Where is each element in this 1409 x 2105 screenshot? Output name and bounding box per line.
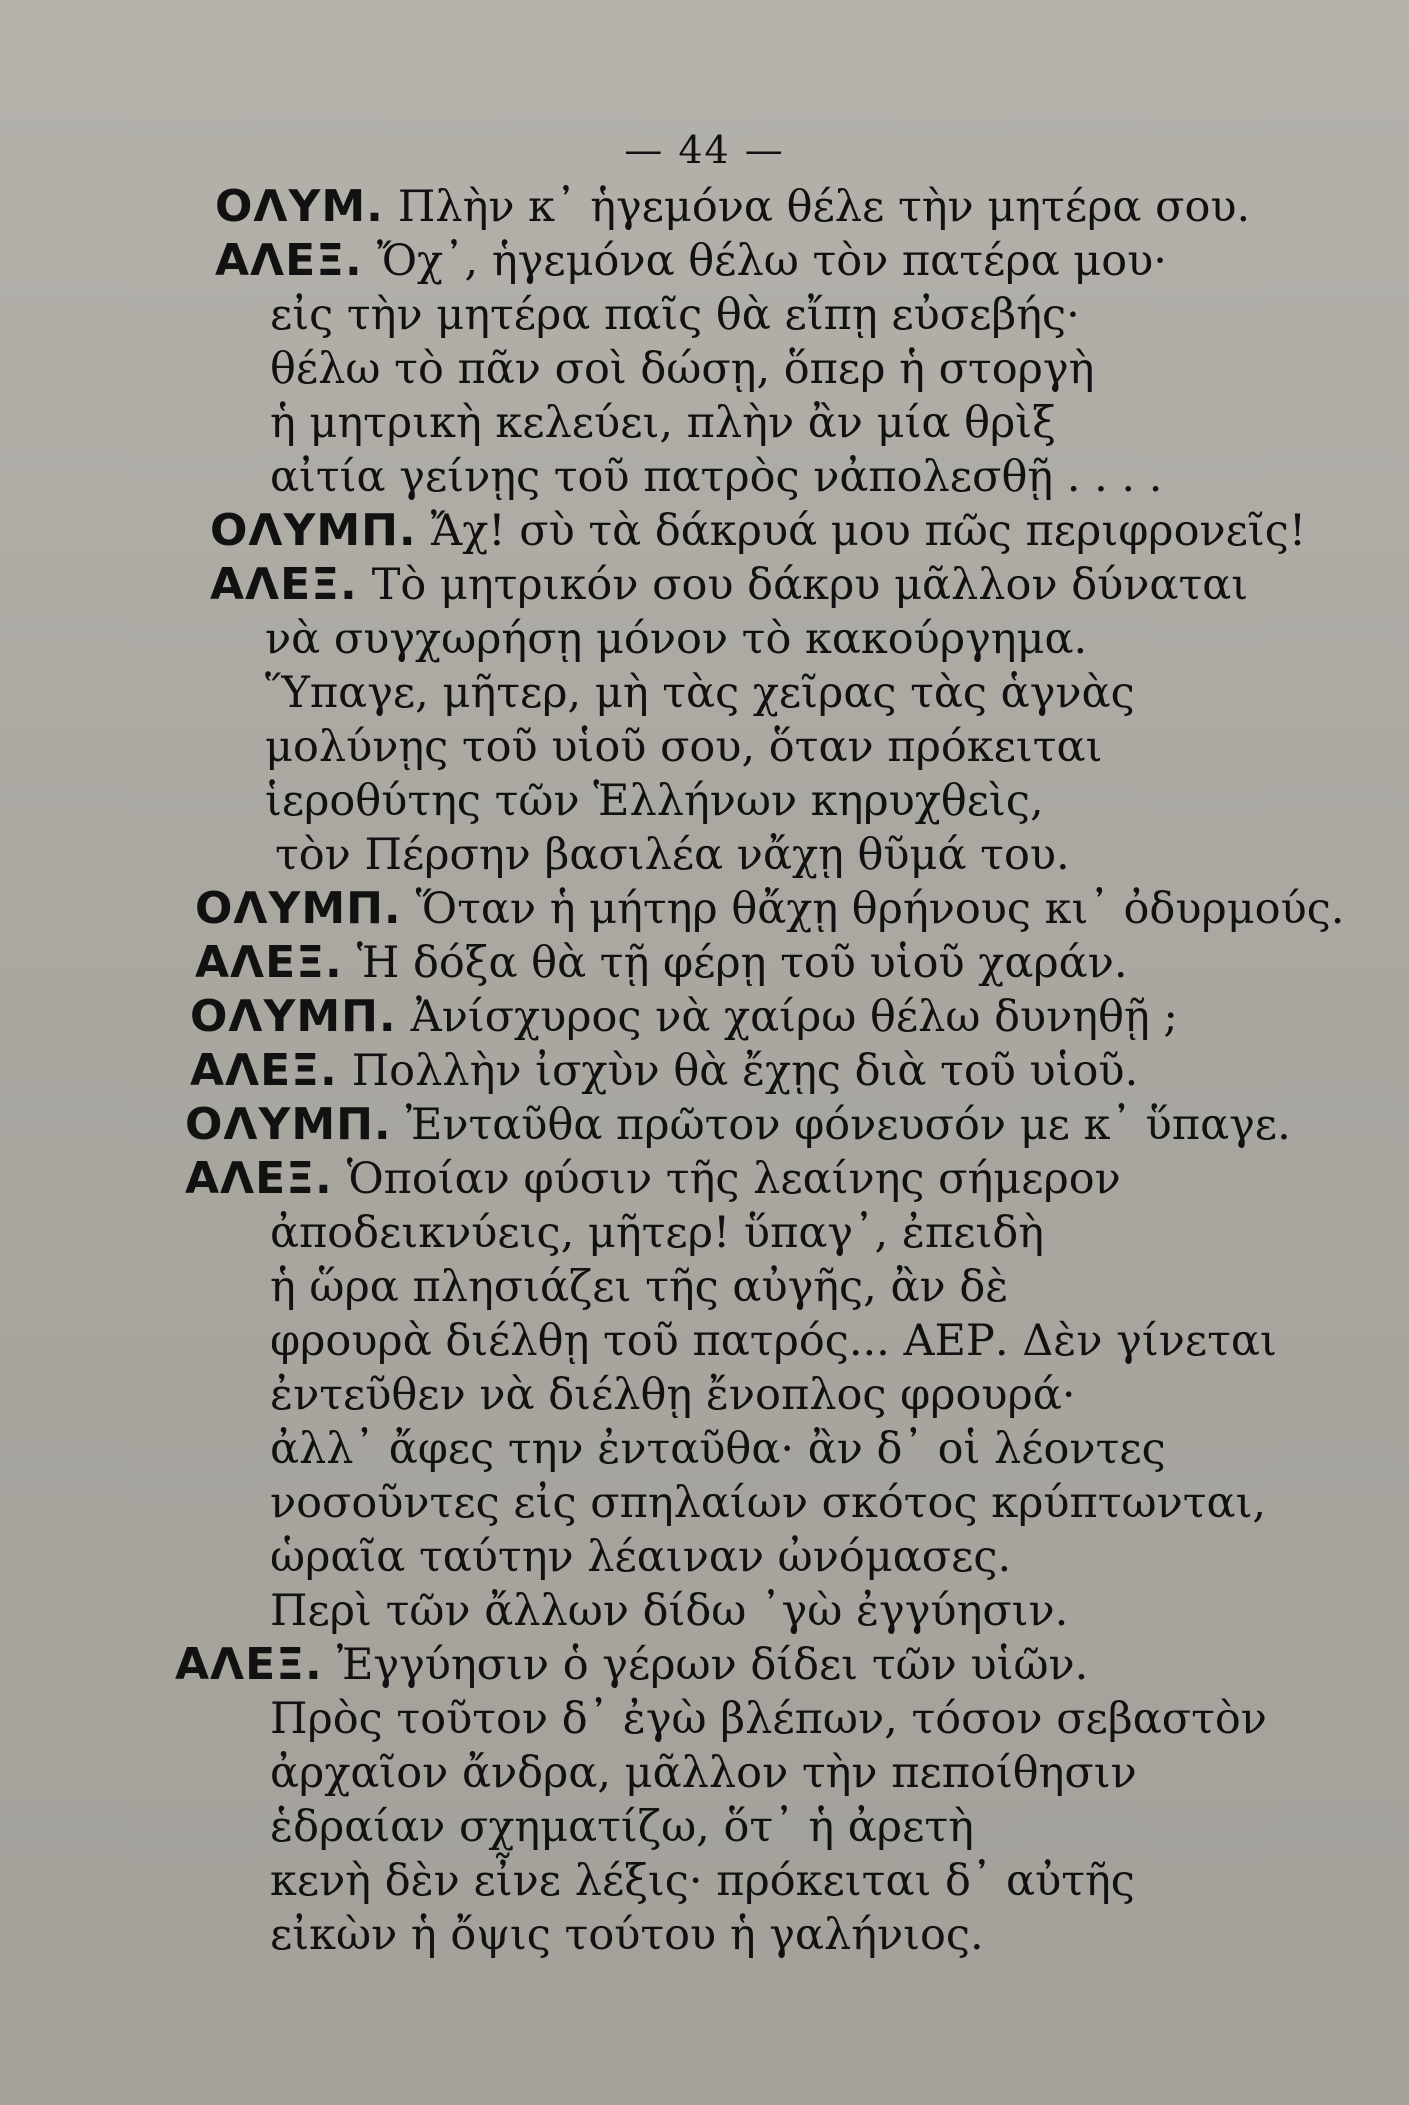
- speaker-label: ΟΛΥΜ.: [215, 181, 384, 232]
- verse-line: [185, 1150, 1121, 1208]
- line-text: ἡ μητρικὴ κελεύει, πλὴν ἂν μία θρὶξ: [270, 398, 1056, 448]
- verse-line: [270, 1852, 1135, 1910]
- line-text: Ὅταν ἡ μήτηρ θἄχῃ θρήνους κι᾽ ὀδυρμούς.: [415, 884, 1345, 934]
- line-text: Ἐγγύησιν ὁ γέρων δίδει τῶν υἱῶν.: [336, 1640, 1089, 1690]
- verse-line: [190, 988, 1178, 1046]
- line-text: νοσοῦντες εἰς σπηλαίων σκότος κρύπτωνται,: [270, 1478, 1267, 1528]
- verse-line: [265, 718, 1102, 776]
- verse-line: [270, 394, 1056, 452]
- verse-line: [270, 1528, 1011, 1586]
- line-text: κενὴ δὲν εἶνε λέξις· πρόκειται δ᾽ αὐτῆς: [270, 1856, 1135, 1906]
- line-text: ἱεροθύτης τῶν Ἑλλήνων κηρυχθεὶς,: [265, 776, 1044, 826]
- line-text: ὡραῖα ταύτην λέαιναν ὠνόμασες.: [270, 1532, 1012, 1582]
- verse-line: [215, 232, 1167, 290]
- verse-line: [270, 1906, 984, 1964]
- line-text: φρουρὰ διέλθῃ τοῦ πατρός... ΑΕΡ. Δὲν γίνεται: [270, 1316, 1277, 1366]
- verse-line: [195, 934, 1128, 992]
- line-text: Ἀνίσχυρος νὰ χαίρω θέλω δυνηθῇ ;: [410, 992, 1178, 1042]
- verse-line: [270, 340, 1094, 398]
- verse-line: [265, 610, 1087, 668]
- speaker-label: ΑΛΕΞ.: [215, 235, 363, 286]
- speaker-label: ΟΛΥΜΠ.: [195, 883, 402, 934]
- line-text: Τὸ μητρικόν σου δάκρυ μᾶλλον δύναται: [371, 560, 1249, 610]
- verse-line: [215, 178, 1250, 236]
- speaker-label: ΑΛΕΞ.: [185, 1153, 333, 1204]
- verse-line: [270, 1582, 1068, 1640]
- verse-line: [275, 826, 1070, 884]
- line-text: τὸν Πέρσην βασιλέα νἄχῃ θῦμά του.: [275, 830, 1070, 880]
- line-text: εἰς τὴν μητέρα παῖς θὰ εἴπῃ εὐσεβής·: [270, 290, 1080, 340]
- line-text: Ὕπαγε, μῆτερ, μὴ τὰς χεῖρας τὰς ἁγνὰς: [265, 668, 1135, 718]
- page-number: — 44 —: [624, 128, 785, 172]
- line-text: θέλω τὸ πᾶν σοὶ δώσῃ, ὅπερ ἡ στοργὴ: [270, 344, 1095, 394]
- verse-line: [195, 880, 1344, 938]
- speaker-label: ΟΛΥΜΠ.: [210, 505, 417, 556]
- speaker-label: ΟΛΥΜΠ.: [185, 1099, 392, 1150]
- line-text: Ἐνταῦθα πρῶτον φόνευσόν με κ᾽ ὕπαγε.: [405, 1100, 1291, 1150]
- verse-line: [270, 1312, 1277, 1370]
- line-text: Πολλὴν ἰσχὺν θὰ ἔχῃς διὰ τοῦ υἱοῦ.: [351, 1046, 1139, 1096]
- verse-line: [270, 1204, 1044, 1262]
- speaker-label: ΑΛΕΞ.: [175, 1639, 323, 1690]
- line-text: ἀλλ᾽ ἄφες την ἐνταῦθα· ἂν δ᾽ οἱ λέοντες: [270, 1424, 1166, 1474]
- line-text: εἰκὼν ἡ ὄψις τούτου ἡ γαλήνιος.: [270, 1910, 984, 1960]
- verse-line: [210, 556, 1248, 614]
- verse-line: [190, 1042, 1138, 1100]
- line-text: νὰ συγχωρήσῃ μόνον τὸ κακούργημα.: [265, 614, 1088, 664]
- speaker-label: ΑΛΕΞ.: [195, 937, 343, 988]
- line-text: ἐντεῦθεν νὰ διέλθῃ ἔνοπλος φρουρά·: [270, 1370, 1076, 1420]
- speaker-label: ΑΛΕΞ.: [190, 1045, 338, 1096]
- line-text: Ἄχ! σὺ τὰ δάκρυά μου πῶς περιφρονεῖς!: [430, 506, 1307, 556]
- line-text: Πλὴν κ᾽ ἡγεμόνα θέλε τὴν μητέρα σου.: [397, 182, 1251, 232]
- verse-line: [270, 1690, 1267, 1748]
- line-text: Ὄχ᾽, ἡγεμόνα θέλω τὸν πατέρα μου·: [376, 236, 1167, 286]
- verse-line: [270, 448, 1162, 506]
- verse-line: [265, 664, 1135, 722]
- verse-line: [270, 1366, 1076, 1424]
- line-text: μολύνῃς τοῦ υἱοῦ σου, ὅταν πρόκειται: [265, 722, 1103, 772]
- line-text: Ὁποίαν φύσιν τῆς λεαίνης σήμερον: [346, 1154, 1121, 1204]
- speaker-label: ΟΛΥΜΠ.: [190, 991, 397, 1042]
- verse-line: [265, 772, 1044, 830]
- speaker-label: ΑΛΕΞ.: [210, 559, 358, 610]
- verse-line: [185, 1096, 1291, 1154]
- line-text: ἀποδεικνύεις, μῆτερ! ὕπαγ᾽, ἐπειδὴ: [270, 1208, 1045, 1258]
- verse-line: [270, 1420, 1166, 1478]
- line-text: Περὶ τῶν ἄλλων δίδω ᾽γὼ ἐγγύησιν.: [270, 1586, 1069, 1636]
- line-text: αἰτία γείνῃς τοῦ πατρὸς νἀπολεσθῇ . . . .: [270, 452, 1163, 502]
- verse-line: [270, 1798, 974, 1856]
- verse-line: [270, 1744, 1137, 1802]
- line-text: ἀρχαῖον ἄνδρα, μᾶλλον τὴν πεποίθησιν: [270, 1748, 1137, 1798]
- verse-line: [270, 1258, 1008, 1316]
- verse-line: [210, 502, 1306, 560]
- line-text: Ἡ δόξα θὰ τῇ φέρῃ τοῦ υἱοῦ χαράν.: [356, 938, 1128, 988]
- line-text: ἡ ὥρα πλησιάζει τῆς αὐγῆς, ἂν δὲ: [270, 1262, 1009, 1312]
- line-text: Πρὸς τοῦτον δ᾽ ἐγὼ βλέπων, τόσον σεβαστὸν: [270, 1694, 1267, 1744]
- line-text: ἑδραίαν σχηματίζω, ὅτ᾽ ἡ ἀρετὴ: [270, 1802, 974, 1852]
- verse-line: [175, 1636, 1088, 1694]
- verse-line: [270, 286, 1080, 344]
- verse-line: [270, 1474, 1266, 1532]
